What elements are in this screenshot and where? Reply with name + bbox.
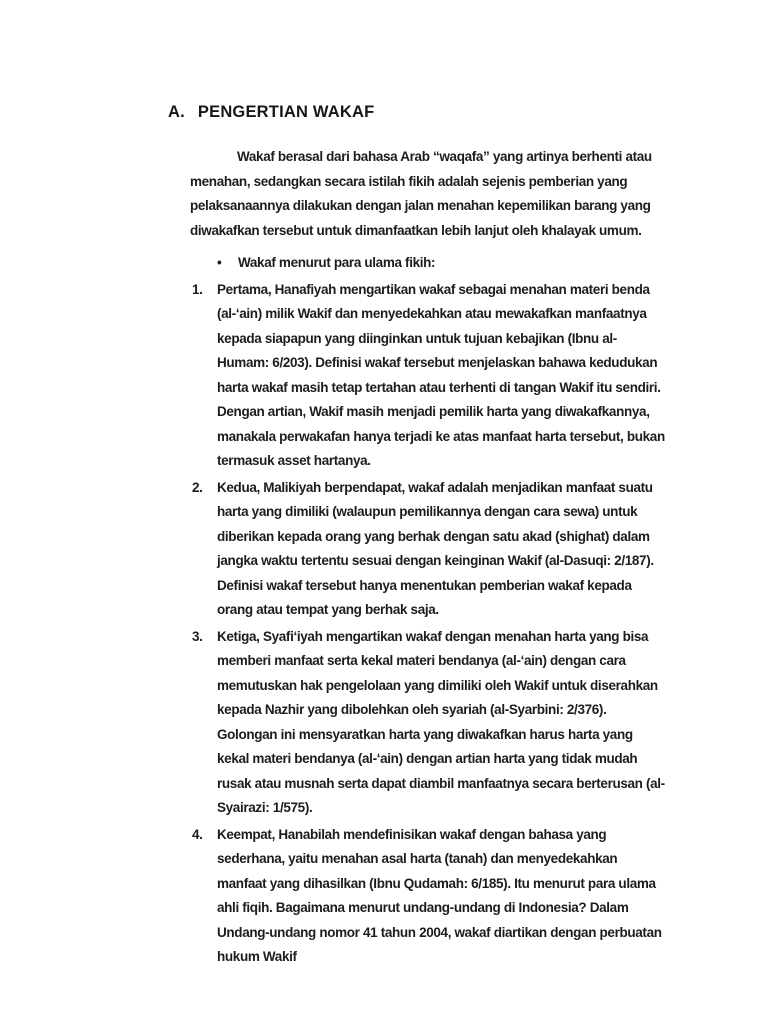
section-heading-title: PENGERTIAN WAKAF [197, 103, 375, 121]
list-item-text: Keempat, Hanabilah mendefinisikan wakaf dengan bahasa yang sederhana, yaitu menahan asal harta (tanah) dan menyedekahkan manfaat yang dihasilkan (Ibnu Qudamah: 6/185). Itu menurut para ulama ahli fiqih. Bagaimana menurut undang-undang di Indonesia? Dalam Undang-undang nomor 41 tahun 2004, wakaf diartikan dengan perbuatan hukum Wakif [217, 826, 662, 964]
list-item-number: 3. [192, 628, 203, 644]
list-item-number: 4. [192, 826, 203, 842]
bullet-item-text: Wakaf menurut para ulama fikih: [238, 255, 436, 270]
list-item [168, 476, 666, 623]
list-item [168, 625, 666, 821]
list-item-number: 2. [192, 479, 203, 495]
list-item-text: Kedua, Malikiyah berpendapat, wakaf adalah menjadikan manfaat suatu harta yang dimiliki (walaupun pemilikannya dengan cara sewa) untuk diberikan kepada orang yang berhak dengan satu akad (shighat) dalam jangka waktu tertentu sesuai dengan keinginan Wakif (al-Dasuqi: 2/187). Definisi wakaf tersebut hanya menentukan pemberian wakaf kepada orang atau tempat yang berhak saja. [217, 479, 654, 617]
list-item-number: 1. [192, 281, 203, 297]
section-heading-label: A. [168, 103, 185, 121]
section-heading [168, 102, 668, 122]
list-item [168, 278, 666, 474]
document-content [168, 102, 668, 970]
intro-paragraph: Wakaf berasal dari bahasa Arab “waqafa” yang artinya berhenti atau menahan, sedangkan secara istilah fikih adalah sejenis pemberian yang pelaksanaannya dilakukan dengan jalan menahan kepemilikan barang yang diwakafkan tersebut untuk dimanfaatkan lebih lanjut oleh khalayak umum. [190, 149, 652, 238]
numbered-list [168, 278, 668, 970]
bullet-icon: • [217, 255, 222, 270]
list-item [168, 823, 666, 970]
list-item-text: Pertama, Hanafiyah mengartikan wakaf sebagai menahan materi benda (al-‘ain) milik Wakif dan menyedekahkan atau mewakafkan manfaatnya kepada siapapun yang diinginkan untuk tujuan kebajikan (Ibnu al-Humam: 6/203). Definisi wakaf tersebut menjelaskan bahawa kedudukan harta wakaf masih tetap tertahan atau terhenti di tangan Wakif itu sendiri. Dengan artian, Wakif masih menjadi pemilik harta yang diwakafkannya, manakala perwakafan hanya terjadi ke atas manfaat harta tersebut, bukan termasuk asset hartanya. [217, 281, 665, 468]
list-item-text: Ketiga, Syafi‘iyah mengartikan wakaf dengan menahan harta yang bisa memberi manfaat serta kekal materi bendanya (al-‘ain) dengan cara memutuskan hak pengelolaan yang dimiliki oleh Wakif untuk diserahkan kepada Nazhir yang dibolehkan oleh syariah (al-Syarbini: 2/376). Golongan ini mensyaratkan harta yang diwakafkan harus harta yang kekal materi bendanya (al-‘ain) dengan artian harta yang tidak mudah rusak atau musnah serta dapat diambil manfaatnya secara berterusan (al-Syairazi: 1/575). [217, 628, 665, 815]
bullet-list-item [217, 251, 657, 276]
